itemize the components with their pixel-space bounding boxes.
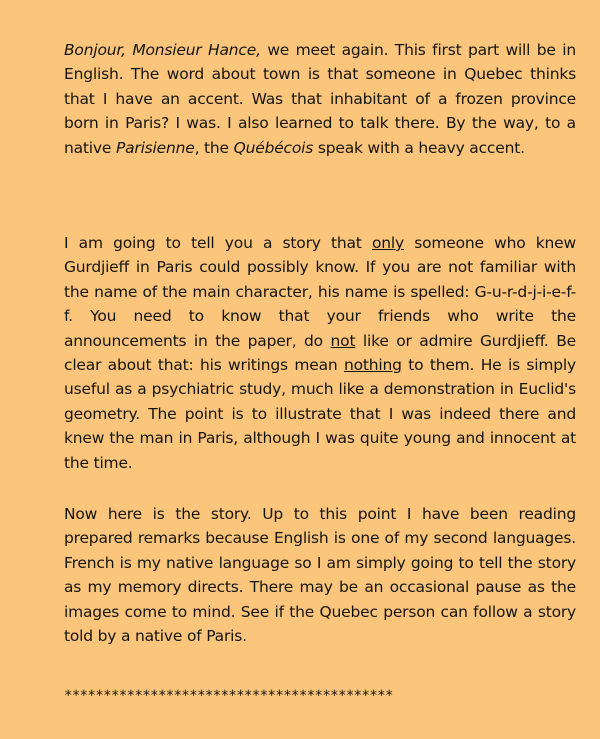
paragraph2-text-d: to them. He is simply useful as a psychiatric study, much like a demonstration in Euclid's geometry. The point is to illustrate that I was indeed there and knew the man in Paris, although I was quite young and innocent at the time. — [64, 356, 576, 472]
quebecois-word: Québécois — [233, 138, 314, 157]
only-word: only — [371, 234, 404, 252]
paragraph-gurdjieff — [64, 231, 576, 475]
paragraph-greeting — [64, 38, 576, 160]
parisienne-word: Parisienne — [115, 138, 195, 157]
paragraph1-text-b: , the — [194, 138, 234, 157]
paragraph2-text-a: I am going to tell you a story that — [64, 234, 372, 252]
greeting-text: Bonjour, Monsieur Hance, — [64, 41, 261, 59]
paragraph2-text-c: like or admire Gurdjieff. Be clear about that: his writings mean — [64, 331, 576, 375]
paragraph-story: Now here is the story. Up to this point I have been reading prepared remarks because English is one of my second languages. French is my native language so I am simply going to tell the story as my memory directs. There may be an occasional pause as the images come to mind. See if the Quebec person can follow a story told by a native of Paris. — [64, 505, 576, 646]
nothing-word: nothing — [343, 356, 402, 375]
paragraph1-text-c: speak with a heavy accent. — [313, 138, 525, 157]
separator-asterisks: ****************************************** — [64, 688, 393, 704]
paragraph1-text-a: we meet again. This first part will be in English. The word about town is that someone in Quebec thinks that I have an accent. Was that inhabitant of a frozen province born in Paris? I was. I also learned to talk there. By the way, to a native — [64, 41, 576, 157]
paragraph2-text-b: someone who knew Gurdjieff in Paris could possibly know. If you are not familiar with the name of the main character, his name is spelled: G-u-r-d-j-i-e-f-f. You need to know that your friends who write the announcements in the paper, do — [64, 234, 576, 350]
not-word: not — [330, 331, 356, 350]
